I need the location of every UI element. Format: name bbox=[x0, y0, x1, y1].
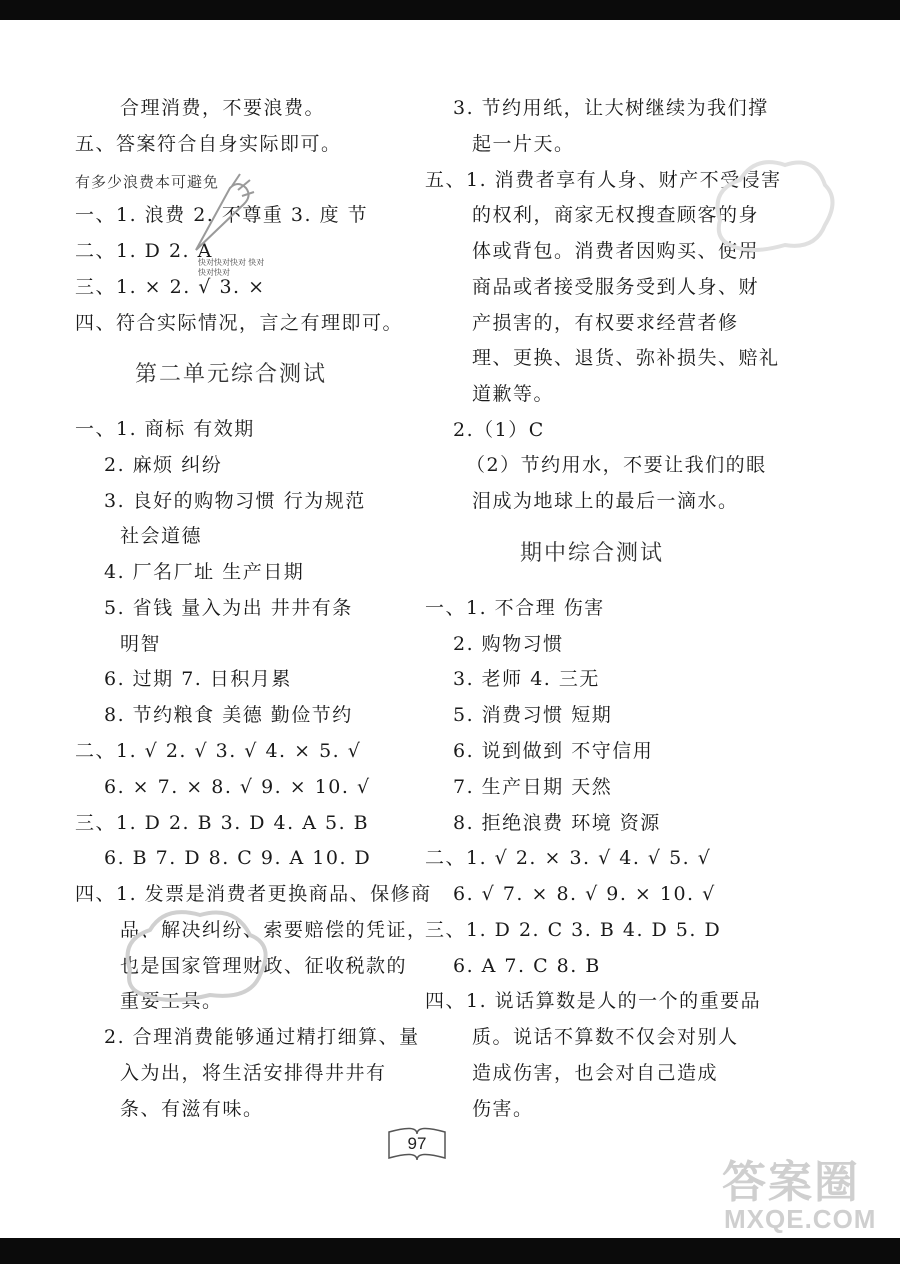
answer-line: 2.（1）C bbox=[453, 419, 545, 441]
answer-line: 5. 消费习惯 短期 bbox=[453, 704, 613, 726]
answer-line: 体或背包。消费者因购买、使用 bbox=[472, 240, 760, 262]
answer-line: 五、答案符合自身实际即可。 bbox=[75, 133, 342, 155]
answer-line: 3. 良好的购物习惯 行为规范 bbox=[104, 490, 366, 512]
answer-line: 8. 节约粮食 美德 勤俭节约 bbox=[104, 704, 353, 726]
answer-line: 入为出，将生活安排得井井有 bbox=[120, 1062, 387, 1084]
page-number-text: 97 bbox=[407, 1134, 427, 1153]
carrot-stamp-icon bbox=[186, 170, 256, 260]
answer-line: 6. 说到做到 不守信用 bbox=[453, 740, 654, 762]
section-heading: 期中综合测试 bbox=[520, 541, 665, 566]
answer-line: 6. B 7. D 8. C 9. A 10. D bbox=[104, 847, 372, 869]
answer-line: 一、1. 不合理 伤害 bbox=[425, 597, 605, 619]
answer-line: 3. 老师 4. 三无 bbox=[453, 668, 600, 690]
answer-line: 明智 bbox=[120, 633, 162, 655]
answer-line: 五、1. 消费者享有人身、财产不受侵害 bbox=[425, 169, 782, 191]
answer-line: 三、1. D 2. B 3. D 4. A 5. B bbox=[75, 812, 370, 834]
answer-line: 2. 购物习惯 bbox=[453, 633, 564, 655]
answer-line: 重要工具。 bbox=[120, 990, 223, 1012]
answer-line: 造成伤害，也会对自己造成 bbox=[472, 1062, 719, 1084]
answer-line: 一、1. 商标 有效期 bbox=[75, 418, 255, 440]
answer-line: 5. 省钱 量入为出 井井有条 bbox=[104, 597, 353, 619]
top-border bbox=[0, 0, 900, 20]
watermark-logo-text: 答案圈 bbox=[722, 1158, 860, 1207]
answer-line: 三、1. × 2. √ 3. × bbox=[75, 276, 266, 298]
answer-line: 6. √ 7. × 8. √ 9. × 10. √ bbox=[453, 883, 716, 905]
answer-line: 2. 合理消费能够通过精打细算、量 bbox=[104, 1026, 420, 1048]
answer-line: 起一片天。 bbox=[472, 133, 575, 155]
answer-line: 三、1. D 2. C 3. B 4. D 5. D bbox=[425, 919, 722, 941]
answer-line: 质。说话不算数不仅会对别人 bbox=[472, 1026, 739, 1048]
watermark-cloud-icon bbox=[700, 150, 840, 260]
answer-line: 四、1. 发票是消费者更换商品、保修商 bbox=[75, 883, 432, 905]
answer-line: 四、1. 说话算数是人的一个的重要品 bbox=[425, 990, 762, 1012]
answer-line: 3. 节约用纸，让大树继续为我们撑 bbox=[453, 97, 769, 119]
answer-line: 6. A 7. C 8. B bbox=[453, 955, 601, 977]
answer-line: （2）节约用水，不要让我们的眼 bbox=[466, 454, 767, 476]
answer-line: 伤害。 bbox=[472, 1098, 534, 1120]
answer-line: 的权利，商家无权搜查顾客的身 bbox=[472, 204, 760, 226]
answer-line: 社会道德 bbox=[120, 525, 203, 547]
section-subtitle: 有多少浪费本可避免 bbox=[75, 173, 220, 191]
watermark-url: MXQE.COM bbox=[724, 1204, 877, 1234]
answer-line: 产损害的，有权要求经营者修 bbox=[472, 312, 739, 334]
answer-line: 合理消费，不要浪费。 bbox=[120, 97, 326, 119]
answer-line: 道歉等。 bbox=[472, 383, 555, 405]
stamp-text: 快对快对快对 快对快对快对 bbox=[198, 258, 265, 277]
answer-line: 理、更换、退货、弥补损失、赔礼 bbox=[472, 347, 780, 369]
answer-line: 7. 生产日期 天然 bbox=[453, 776, 613, 798]
page-number bbox=[385, 1124, 449, 1164]
answer-line: 商品或者接受服务受到人身、财 bbox=[472, 276, 760, 298]
answer-line: 6. 过期 7. 日积月累 bbox=[104, 668, 292, 690]
answer-line: 条、有滋有味。 bbox=[120, 1098, 264, 1120]
answer-line: 4. 厂名厂址 生产日期 bbox=[104, 561, 305, 583]
answer-line: 四、符合实际情况，言之有理即可。 bbox=[75, 312, 404, 334]
watermark-cloud-icon bbox=[110, 900, 280, 1010]
answer-line: 品、解决纠纷、索要赔偿的凭证， bbox=[120, 919, 428, 941]
answer-line: 8. 拒绝浪费 环境 资源 bbox=[453, 812, 661, 834]
bottom-border bbox=[0, 1238, 900, 1264]
answer-line: 泪成为地球上的最后一滴水。 bbox=[472, 490, 739, 512]
corner-watermark bbox=[722, 1146, 892, 1238]
answer-line: 二、1. √ 2. × 3. √ 4. √ 5. √ bbox=[425, 847, 712, 869]
section-heading: 第二单元综合测试 bbox=[135, 362, 328, 387]
answer-line: 一、1. 浪费 2. 不尊重 3. 度 节 bbox=[75, 204, 369, 226]
answer-line: 2. 麻烦 纠纷 bbox=[104, 454, 223, 476]
answer-line: 6. × 7. × 8. √ 9. × 10. √ bbox=[104, 776, 371, 798]
answer-line: 二、1. D 2. A bbox=[75, 240, 213, 262]
answer-line: 也是国家管理财政、征收税款的 bbox=[120, 955, 408, 977]
answer-line: 二、1. √ 2. √ 3. √ 4. × 5. √ bbox=[75, 740, 362, 762]
